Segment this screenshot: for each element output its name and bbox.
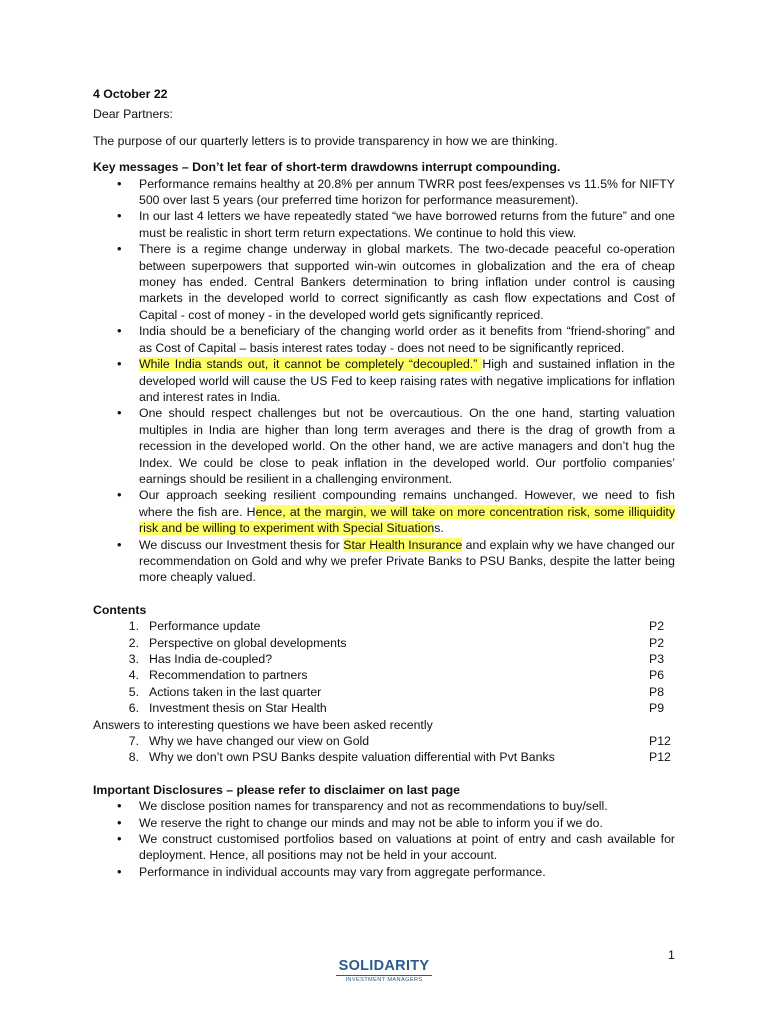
list-item: • In our last 4 letters we have repeatedly stated “we have borrowed returns from the future” and one must be realistic in short term return expectations. We continue to hold this view. xyxy=(93,208,675,241)
bullet-text: Our approach seeking resilient compounding remains unchanged. However, we need to fish where the fish are. H xyxy=(139,488,675,519)
toc-number: 3. xyxy=(128,652,139,666)
toc-page: P12 xyxy=(649,734,671,749)
toc-title: Perspective on global developments xyxy=(149,635,347,650)
toc-page: P8 xyxy=(649,684,665,699)
list-item xyxy=(93,356,675,405)
page-number: 1 xyxy=(668,948,675,962)
toc-page: P2 xyxy=(649,635,665,650)
list-item: • One should respect challenges but not be overcautious. On the one hand, starting valuation multiples in India are higher than long term averages and there is the drag of growth from a recession in the developed world. On the other hand, we are active managers and don’t hug the Index. We could be close to peak inflation in the developed world. Our portfolio companies’ earnings should be resilient in a challenging environment. xyxy=(93,405,675,487)
logo-divider xyxy=(336,975,432,976)
toc-row xyxy=(93,733,675,749)
letter-body xyxy=(93,86,675,896)
list-item xyxy=(93,537,675,586)
toc-number: 8. xyxy=(128,750,139,765)
toc-row xyxy=(93,651,675,667)
list-item: • India should be a beneficiary of the changing world order as it benefits from “friend-shoring” and as Cost of Capital – basis interest rates today - does not need to be significantly repriced. xyxy=(93,323,675,356)
bullet-text: s. xyxy=(434,521,444,536)
intro-paragraph: The purpose of our quarterly letters is to provide transparency in how we are thinking. xyxy=(93,133,558,148)
toc-number: 2. xyxy=(128,635,139,650)
toc-page: P12 xyxy=(649,750,671,765)
toc-title: Why we have changed our view on Gold xyxy=(149,734,370,749)
toc-row xyxy=(93,749,675,765)
highlighted-text: While India stands out, it cannot be completely “decoupled.” xyxy=(139,357,483,372)
toc-title: Has India de-coupled? xyxy=(149,652,273,666)
list-item: • There is a regime change underway in global markets. The two-decade peaceful co-operation between superpowers that supported win-win outcomes in globalization and the era of cheap money has ended. Central Bankers determination to bring inflation under control is causing markets in the developed world to correct significantly as cash flow expectations and Cost of Capital - cost of money - in the developed world gets significantly repriced. xyxy=(93,241,675,323)
toc-row xyxy=(93,635,675,651)
contents-heading: Contents xyxy=(93,602,147,617)
toc-title: Performance update xyxy=(149,619,261,634)
letter-date: 4 October 22 xyxy=(93,87,168,101)
highlighted-text: ence, at the margin, we will take on more concentration risk, some illiquidity risk and be willing to experiment with Special Situation xyxy=(139,504,675,536)
toc-number: 5. xyxy=(128,684,139,699)
toc-page: P3 xyxy=(649,652,665,666)
toc-row xyxy=(93,700,675,716)
key-messages-list xyxy=(93,176,675,586)
bullet-text: High and sustained inflation in the developed world will cause the US Fed to keep raising rates with negative implications for inflation and interest rates in India. xyxy=(139,357,675,404)
list-item: • We disclose position names for transparency and not as recommendations to buy/sell. xyxy=(93,798,675,814)
logo-tagline: INVESTMENT MANAGERS xyxy=(345,977,423,983)
greeting: Dear Partners: xyxy=(93,107,173,122)
bullet-text: and explain why we have changed our recommendation on Gold and why we prefer Private Banks to PSU Banks, despite the latter being more cheaply valued. xyxy=(139,537,675,585)
list-item: • We construct customised portfolios based on valuations at point of entry and cash available for deployment. Hence, all positions may not be held in your account. xyxy=(93,831,675,864)
toc-row xyxy=(93,684,675,700)
toc-row xyxy=(93,667,675,683)
toc-row xyxy=(93,618,675,634)
toc-title: Investment thesis on Star Health xyxy=(149,701,327,716)
disclosures-heading: Important Disclosures – please refer to disclaimer on last page xyxy=(93,782,460,797)
toc-page: P2 xyxy=(649,619,665,634)
toc-title: Recommendation to partners xyxy=(149,668,308,683)
solidarity-logo xyxy=(334,958,434,984)
toc-title: Actions taken in the last quarter xyxy=(149,684,322,699)
toc-page: P6 xyxy=(649,668,665,683)
list-item: • Performance remains healthy at 20.8% per annum TWRR post fees/expenses vs 11.5% for NIFTY 500 over last 5 years (our preferred time horizon for performance measurement). xyxy=(93,176,675,209)
disclosures-list xyxy=(93,798,675,880)
toc-title: Why we don’t own PSU Banks despite valuation differential with Pvt Banks xyxy=(149,750,555,765)
toc-page: P9 xyxy=(649,701,665,716)
highlighted-text: Star Health Insurance xyxy=(343,537,463,552)
list-item xyxy=(93,487,675,536)
toc-number: 1. xyxy=(128,619,139,634)
logo-name: SOLIDARITY xyxy=(338,958,430,974)
list-item: • We reserve the right to change our minds and may not be able to inform you if we do. xyxy=(93,815,675,831)
toc-number: 7. xyxy=(128,734,139,749)
toc-number: 4. xyxy=(128,668,139,683)
key-messages-heading: Key messages – Don’t let fear of short-term drawdowns interrupt compounding. xyxy=(93,160,561,175)
toc-number: 6. xyxy=(128,701,139,716)
contents-subheading: Answers to interesting questions we have been asked recently xyxy=(93,717,433,732)
table-of-contents xyxy=(93,618,675,766)
bullet-text: We discuss our Investment thesis for xyxy=(139,537,344,552)
list-item: • Performance in individual accounts may vary from aggregate performance. xyxy=(93,864,675,880)
